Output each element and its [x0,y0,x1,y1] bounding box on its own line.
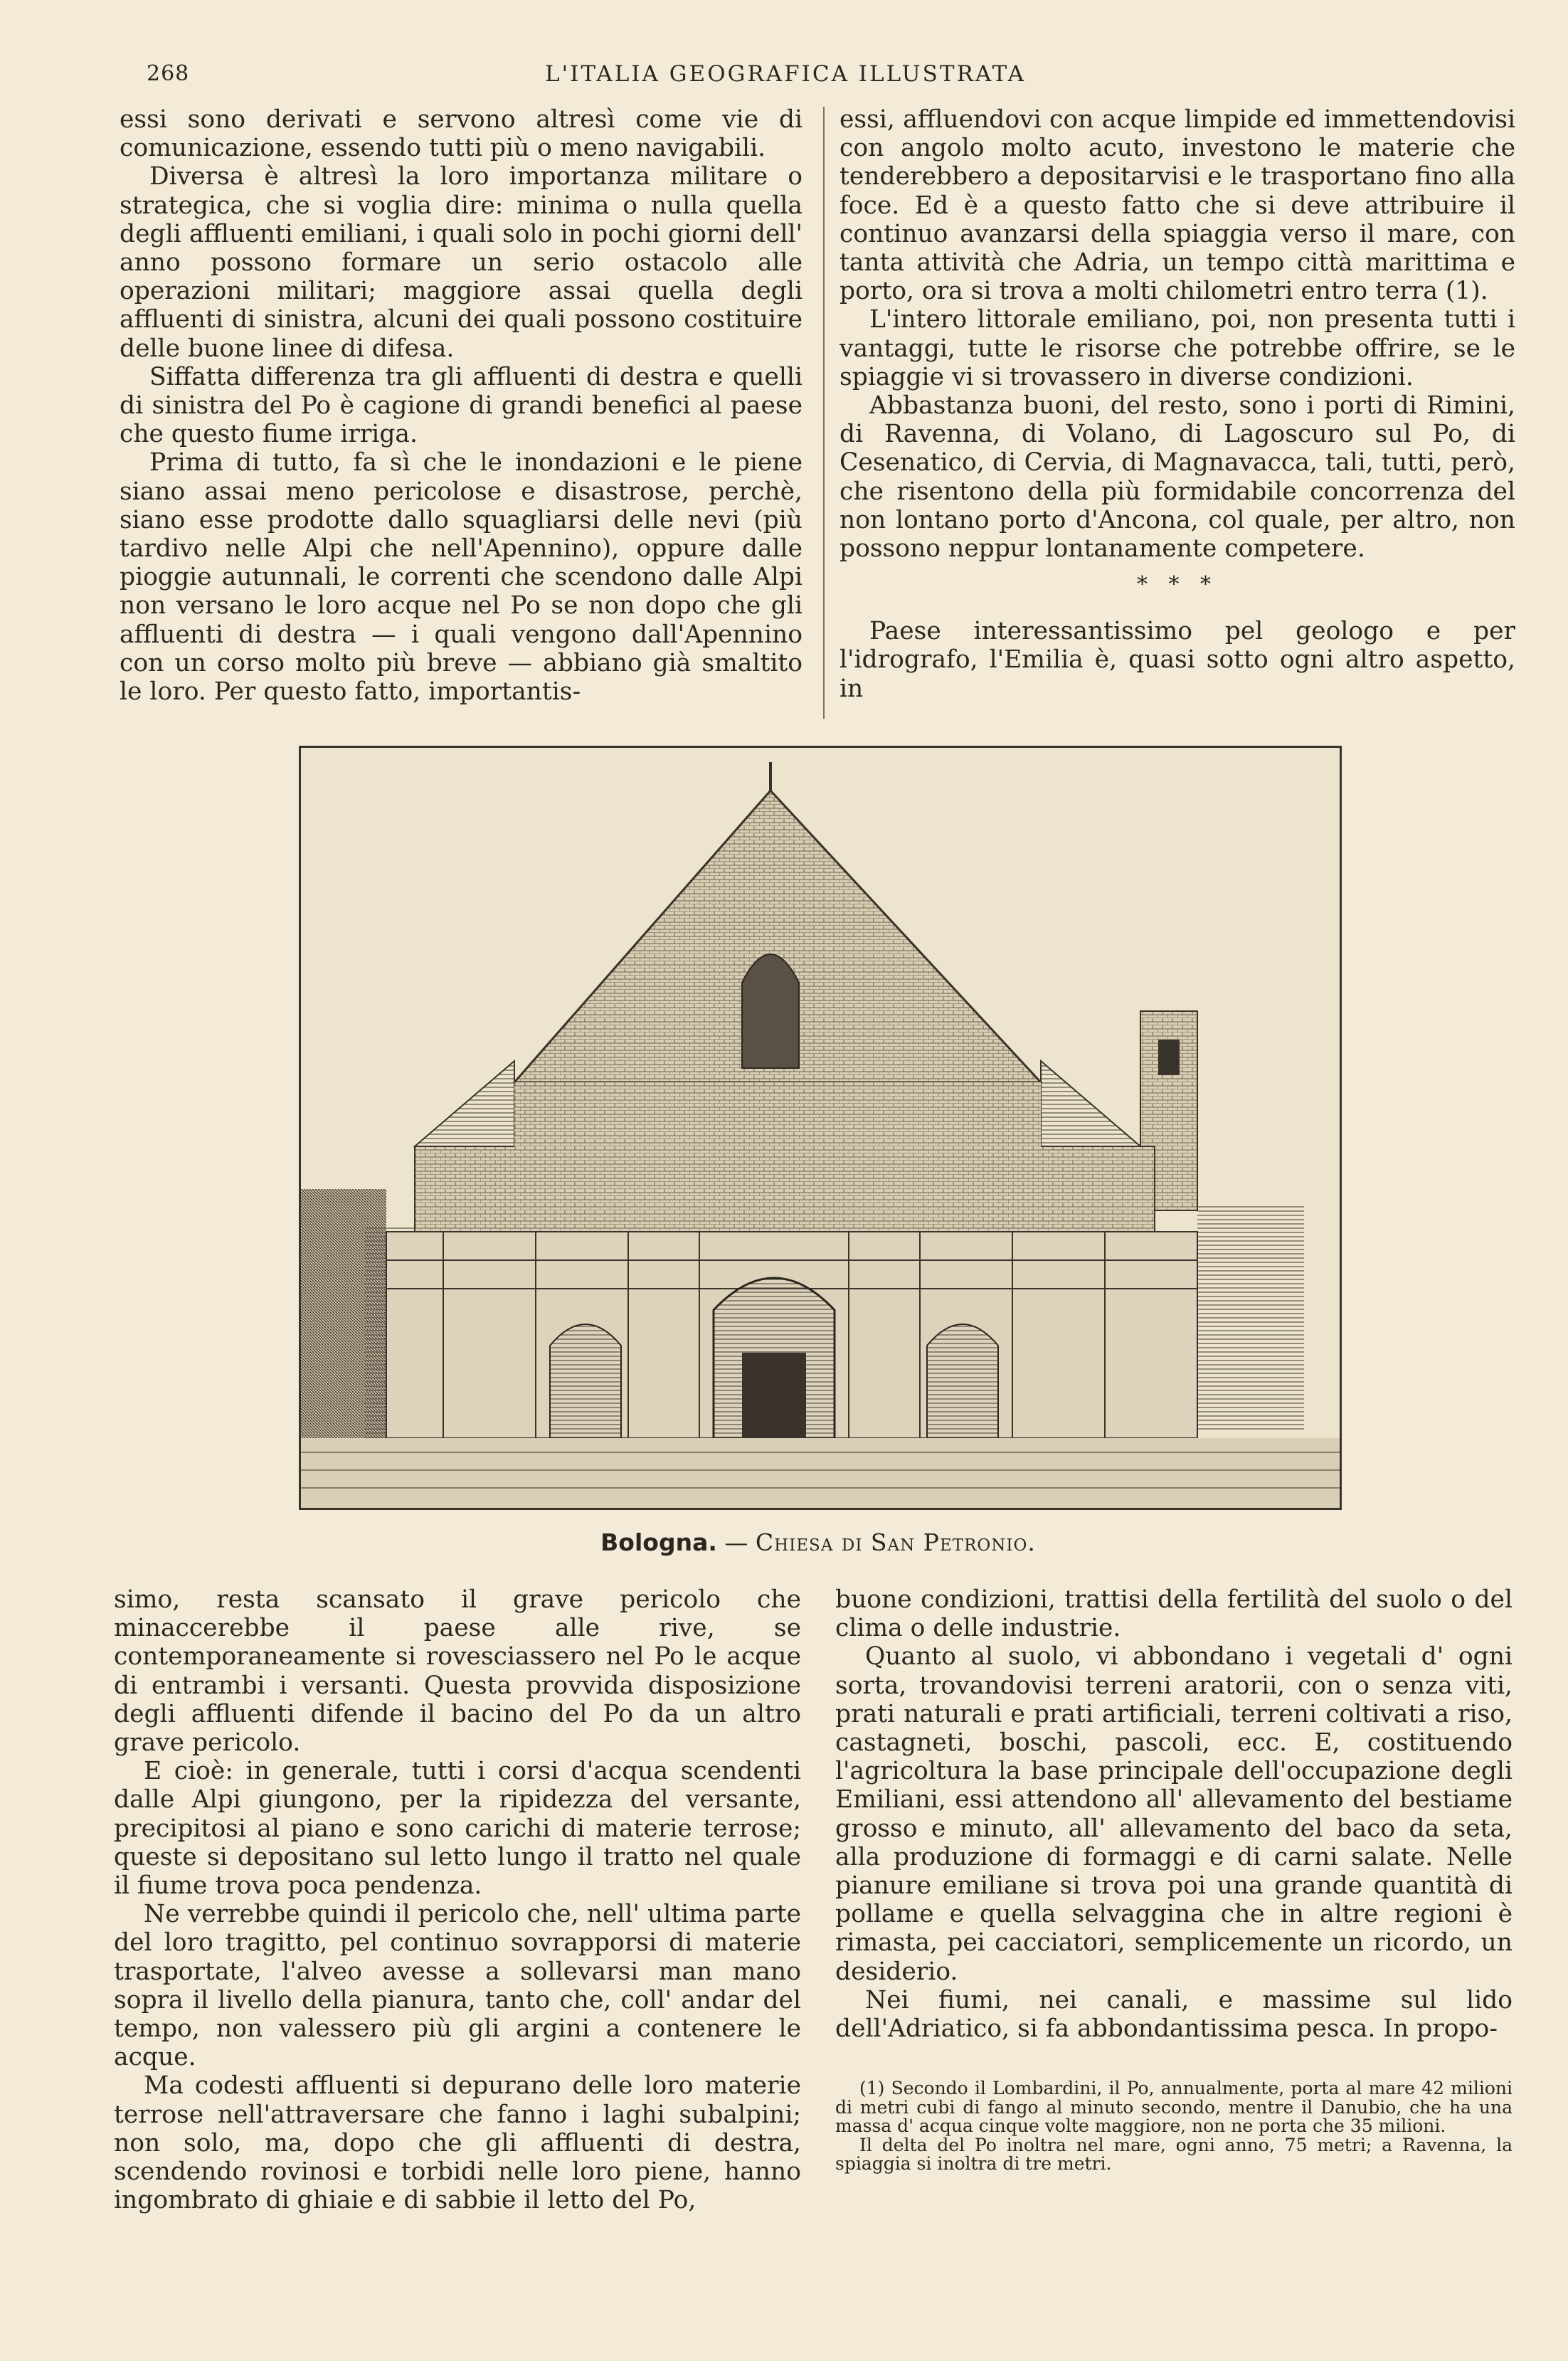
paragraph: essi sono derivati e servono altresì come vie di comunicazione, essendo tutti più o meno navigabili. [120,105,802,163]
column-divider [823,107,825,719]
footnotes [835,2079,1513,2174]
paragraph: simo, resta scansato il grave pericolo che minaccerebbe il paese alle rive, se contemporaneamente si rovesciassero nel Po le acque di entrambi i versanti. Questa provvida disposizione degli affluenti difende il bacino del Po da un altro grave pericolo. [114,1585,801,1758]
page-header [117,61,1454,97]
page-number: 268 [147,61,190,86]
paragraph: Diversa è altresì la loro importanza militare o strategica, che si voglia dire: minima o nulla quella degli affluenti emiliani, i quali solo in pochi giorni dell' anno possono formare un serio ostacolo alle operazioni militari; maggiore assai quella degli affluenti di sinistra, alcuni dei quali possono costituire delle buone linee di difesa. [120,162,802,363]
paragraph: Prima di tutto, fa sì che le inondazioni e le piene siano assai meno pericolose e disastrose, perchè, siano esse prodotte dallo squagliarsi delle nevi (più tardivo nelle Alpi che nell'Apennino), oppure dalle pioggie autunnali, le correnti che scendono dalle Alpi non versano le loro acque nel Po se non dopo che gli affluenti di destra — i quali vengono dall'Apennino con un corso molto più breve — abbiano già smaltito le loro. Per questo fatto, importantis- [120,448,802,707]
church-engraving [299,746,1342,1510]
top-right-column [839,105,1515,717]
paragraph: Abbastanza buoni, del resto, sono i porti di Rimini, di Ravenna, di Volano, di Lagoscuro sul Po, di Cesenatico, di Cervia, di Magnavacca, tali, tutti, però, che risentono della più formidabile concorrenza del non lontano porto d'Ancona, col quale, per altro, non possono neppur lontanamente competere. [839,391,1515,564]
top-left-column [120,105,802,717]
footnote: Il delta del Po inoltra nel mare, ogni anno, 75 metri; a Ravenna, la spiaggia si inoltra di tre metri. [835,2134,1513,2174]
paragraph: essi, affluendovi con acque limpide ed immettendovisi con angolo molto acuto, investono le materie che tenderebbero a depositarvisi e le trasportano fino alla foce. Ed è a questo fatto che si deve attribuire il continuo avanzarsi della spiaggia verso il mare, con tanta attività che Adria, un tempo città marittima e porto, ora si trova a molti chilometri entro terra (1). [839,105,1515,306]
figure-caption [299,1528,1337,1556]
caption-city: Bologna. [600,1528,717,1556]
caption-subject: Chiesa di San Petronio. [755,1528,1036,1556]
paragraph: Ma codesti affluenti si depurano delle loro materie terrose nell'attraversare che fanno i laghi subalpini; non solo, ma, dopo che gli affluenti di destra, scendendo rovinosi e torbidi nelle loro piene, hanno ingombrato di ghiaie e di sabbie il letto del Po, [114,2071,801,2215]
paragraph: Paese interessantissimo pel geologo e per l'idrografo, l'Emilia è, quasi sotto ogni altro aspetto, in [839,617,1515,703]
paragraph: Ne verrebbe quindi il pericolo che, nell' ultima parte del loro tragitto, pel continuo sovrapporsi di materie trasportate, l'alveo avesse a sollevarsi man mano sopra il livello della pianura, tanto che, coll' andar del tempo, non valessero più gli argini a contenere le acque. [114,1900,801,2072]
caption-dash: — [716,1528,756,1556]
paragraph: Siffatta differenza tra gli affluenti di destra e quelli di sinistra del Po è cagione di grandi benefici al paese che questo fiume irriga. [120,362,802,449]
paragraph: buone condizioni, trattisi della fertilità del suolo o del clima o delle industrie. [835,1585,1513,1643]
right-portal [927,1324,998,1438]
paragraph: Nei fiumi, nei canali, e massime sul lido dell'Adriatico, si fa abbondantissima pesca. In propo- [835,1985,1513,2044]
bottom-left-column [114,1585,801,2226]
section-mark: * * * [1136,572,1219,598]
paragraph: E cioè: in generale, tutti i corsi d'acqua scendenti dalle Alpi giungono, per la ripidezza del versante, precipitosi al piano e sono carichi di materie terrose; queste si depositano sul letto lungo il tratto nel quale il fiume trova poca pendenza. [114,1757,801,1901]
paragraph: L'intero littorale emiliano, poi, non presenta tutti i vantaggi, tutte le risorse che potrebbe offrire, se le spiaggie vi si trovassero in diverse condizioni. [839,305,1515,391]
bottom-right-column [835,1585,1513,2048]
paragraph: Quanto al suolo, vi abbondano i vegetali d' ogni sorta, trovandovisi terreni aratorii, con o senza viti, prati naturali e prati artificiali, terreni coltivati a riso, castagneti, boschi, pascoli, ecc. E, costituendo l'agricoltura la base principale dell'occupazione degli Emiliani, essi attendono all' allevamento del bestiame grosso e minuto, all' allevamento del baco da seta, alla produzione di formaggi e di carni salate. Nelle pianure emiliane si trova poi una grande quantità di pollame e quella selvaggina che in altre regioni è rimasta, pei cacciatori, semplicemente un ricordo, un desiderio. [835,1642,1513,1986]
running-title: L'ITALIA GEOGRAFICA ILLUSTRATA [545,61,1026,87]
left-portal [550,1324,621,1438]
footnote: (1) Secondo il Lombardini, il Po, annualmente, porta al mare 42 milioni di metri cubi di fango al minuto secondo, mentre il Danubio, che ha una massa d' acqua cinque volte maggiore, non ne porta che 35 milioni. [835,2078,1513,2136]
